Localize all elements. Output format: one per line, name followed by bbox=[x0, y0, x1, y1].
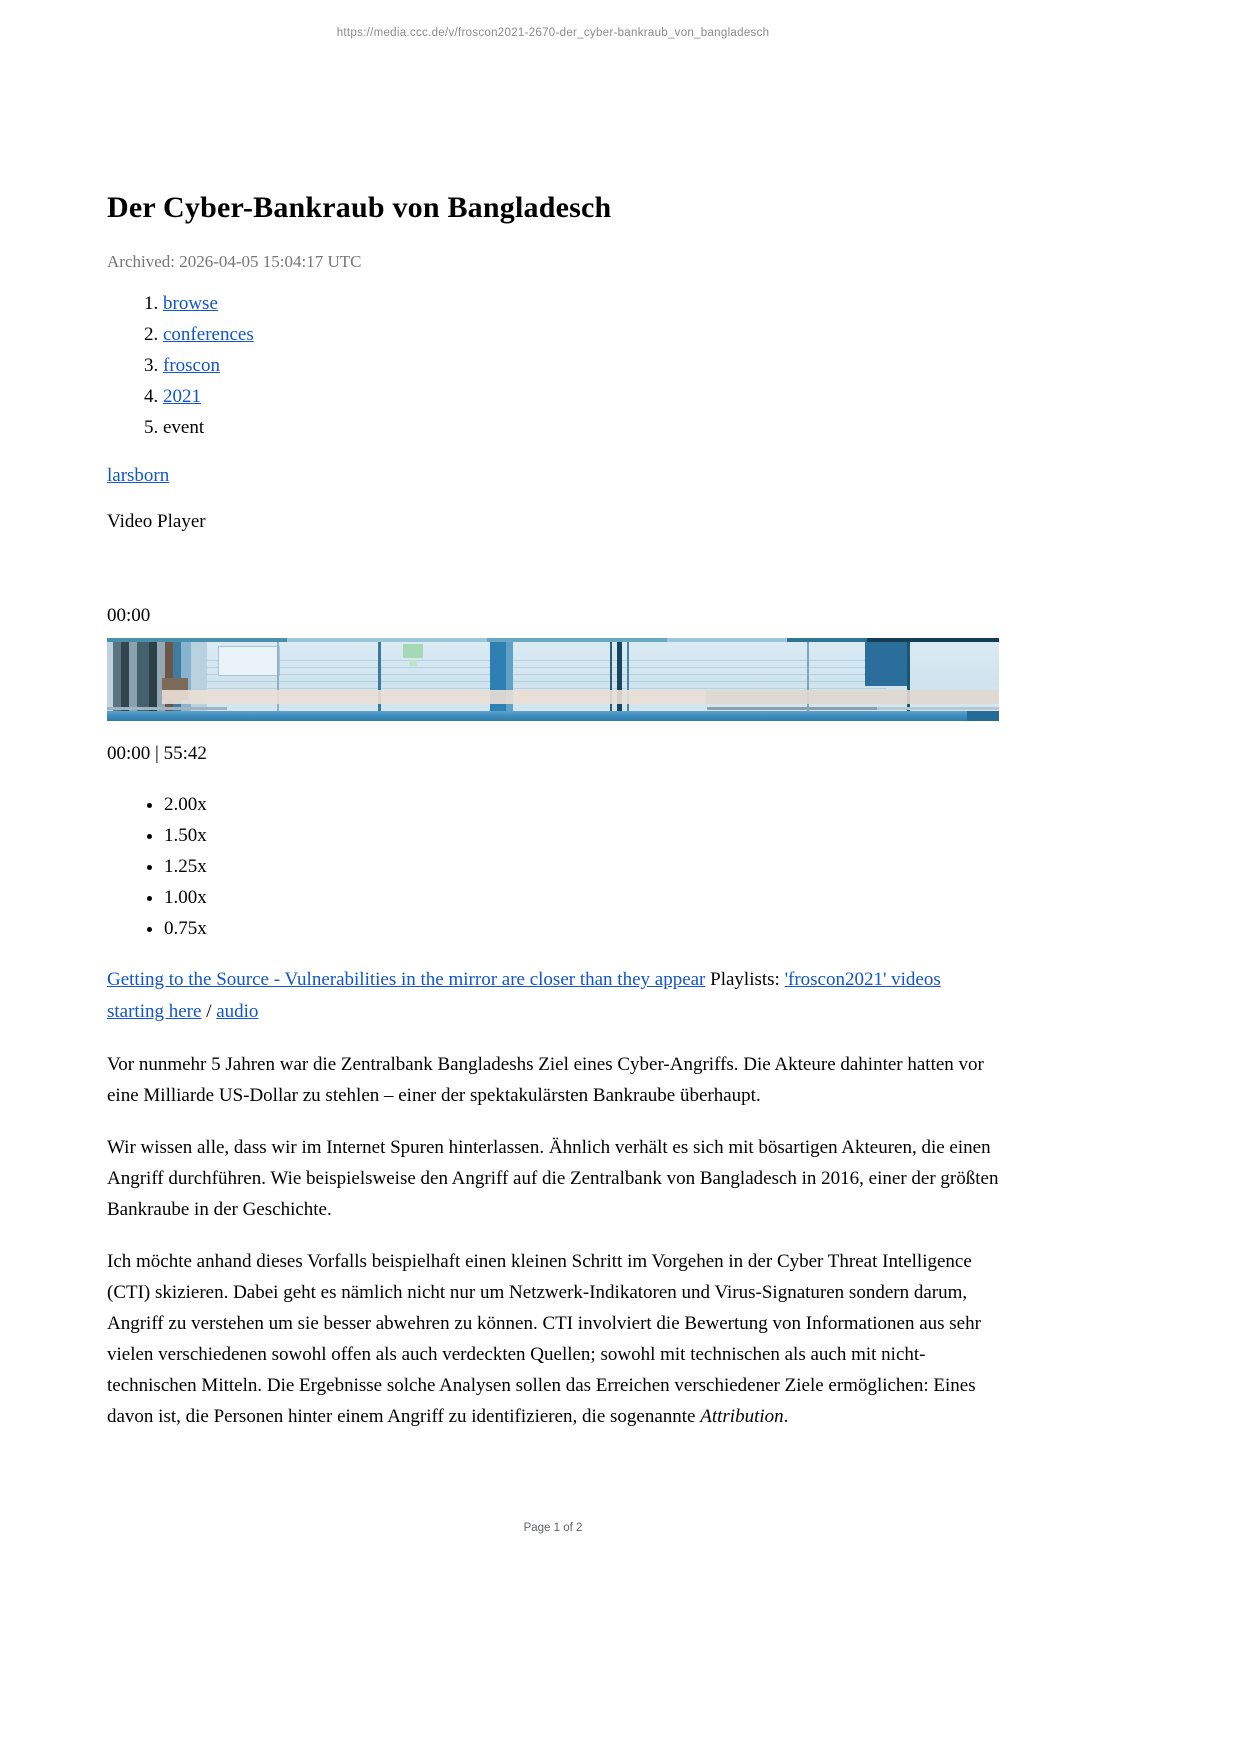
playlists-label: Playlists: bbox=[710, 969, 780, 990]
breadcrumb-link-conferences[interactable]: conferences bbox=[163, 324, 254, 345]
page-content bbox=[107, 0, 999, 1432]
speed-option-150[interactable]: • 1.50x bbox=[164, 820, 999, 851]
frame-artifact bbox=[403, 644, 423, 658]
author-line bbox=[107, 465, 999, 487]
paragraph-3-period: . bbox=[783, 1406, 789, 1427]
frame-artifact bbox=[107, 638, 999, 642]
paragraph-3 bbox=[107, 1246, 999, 1432]
attribution-term: Attribution bbox=[700, 1406, 784, 1427]
video-progress-bar-end bbox=[967, 711, 999, 721]
audio-link[interactable]: audio bbox=[216, 1001, 259, 1022]
speed-option-100[interactable]: • 1.00x bbox=[164, 882, 999, 913]
video-progress-bar[interactable] bbox=[107, 711, 999, 721]
speed-option-075[interactable]: • 0.75x bbox=[164, 913, 999, 944]
breadcrumb-link-browse[interactable]: browse bbox=[163, 293, 218, 314]
paragraph-2: Wir wissen alle, dass wir im Internet Spuren hinterlassen. Ähnlich verhält es sich mit bösartigen Akteuren, die einen Angriff durchführen. Wie beispielsweise den Angriff auf die Zentralbank von Bangladesch in 2016, einer der größten Bankraube in der Geschichte. bbox=[107, 1137, 999, 1220]
frame-artifact bbox=[865, 638, 909, 686]
breadcrumb bbox=[107, 288, 999, 443]
print-header-url: https://media.ccc.de/v/froscon2021-2670-der_cyber-bankraub_von_bangladesch bbox=[336, 27, 770, 39]
related-talk-link[interactable]: Getting to the Source - Vulnerabilities in the mirror are closer than they appear bbox=[107, 969, 706, 990]
page-title: Der Cyber-Bankraub von Bangladesch bbox=[107, 191, 612, 224]
frame-artifact bbox=[218, 646, 280, 676]
frame-artifact bbox=[162, 690, 999, 704]
paragraph-1: Vor nunmehr 5 Jahren war die Zentralbank Bangladeshs Ziel eines Cyber-Angriffs. Die Akteure dahinter hatten vor eine Milliarde US-Dollar zu stehlen – einer der spektakulärsten Bankraube überhaupt. bbox=[107, 1054, 984, 1106]
playlist-videos-link[interactable]: 'froscon2021' videos starting here bbox=[107, 969, 941, 1022]
time-display: 00:00 | 55:42 bbox=[107, 743, 207, 764]
current-time: 00:00 bbox=[107, 605, 151, 626]
breadcrumb-item bbox=[163, 319, 999, 350]
breadcrumb-link-2021[interactable]: 2021 bbox=[163, 386, 201, 407]
frame-artifact bbox=[107, 707, 999, 710]
separator-text: / bbox=[206, 1001, 212, 1022]
breadcrumb-item-event: 5. event bbox=[163, 412, 999, 443]
print-footer-page-number: Page 1 of 2 bbox=[523, 1522, 583, 1534]
breadcrumb-item bbox=[163, 350, 999, 381]
breadcrumb-link-froscon[interactable]: froscon bbox=[163, 355, 220, 376]
related-links bbox=[107, 964, 999, 1028]
speed-option-125[interactable]: • 1.25x bbox=[164, 851, 999, 882]
playback-speed-list bbox=[107, 789, 999, 944]
speed-option-200[interactable]: • 2.00x bbox=[164, 789, 999, 820]
breadcrumb-item bbox=[163, 381, 999, 412]
breadcrumb-item bbox=[163, 288, 999, 319]
video-frame-strip[interactable] bbox=[107, 638, 999, 721]
paragraph-3-text: Ich möchte anhand dieses Vorfalls beispielhaft einen kleinen Schritt im Vorgehen in der Cyber Threat Intelligence (CTI) skizieren. Dabei geht es nämlich nicht nur um Netzwerk-Indikatoren und Virus-Signaturen sondern darum, Angriff zu verstehen um sie besser abwehren zu können. CTI involviert die Bewertung von Informationen aus sehr vielen verschiedenen sowohl offen als auch verdeckten Quellen; sowohl mit technischen als auch mit nicht-technischen Mitteln. Die Ergebnisse solche Analysen sollen das Erreichen verschiedener Ziele ermöglichen: Eines davon ist, die Personen hinter einem Angriff zu identifizieren, die sogenannte bbox=[107, 1251, 981, 1427]
frame-artifact bbox=[409, 660, 417, 666]
author-link[interactable]: larsborn bbox=[107, 465, 170, 486]
video-player-label: Video Player bbox=[107, 511, 206, 532]
archived-timestamp: Archived: 2026-04-05 15:04:17 UTC bbox=[107, 252, 362, 271]
